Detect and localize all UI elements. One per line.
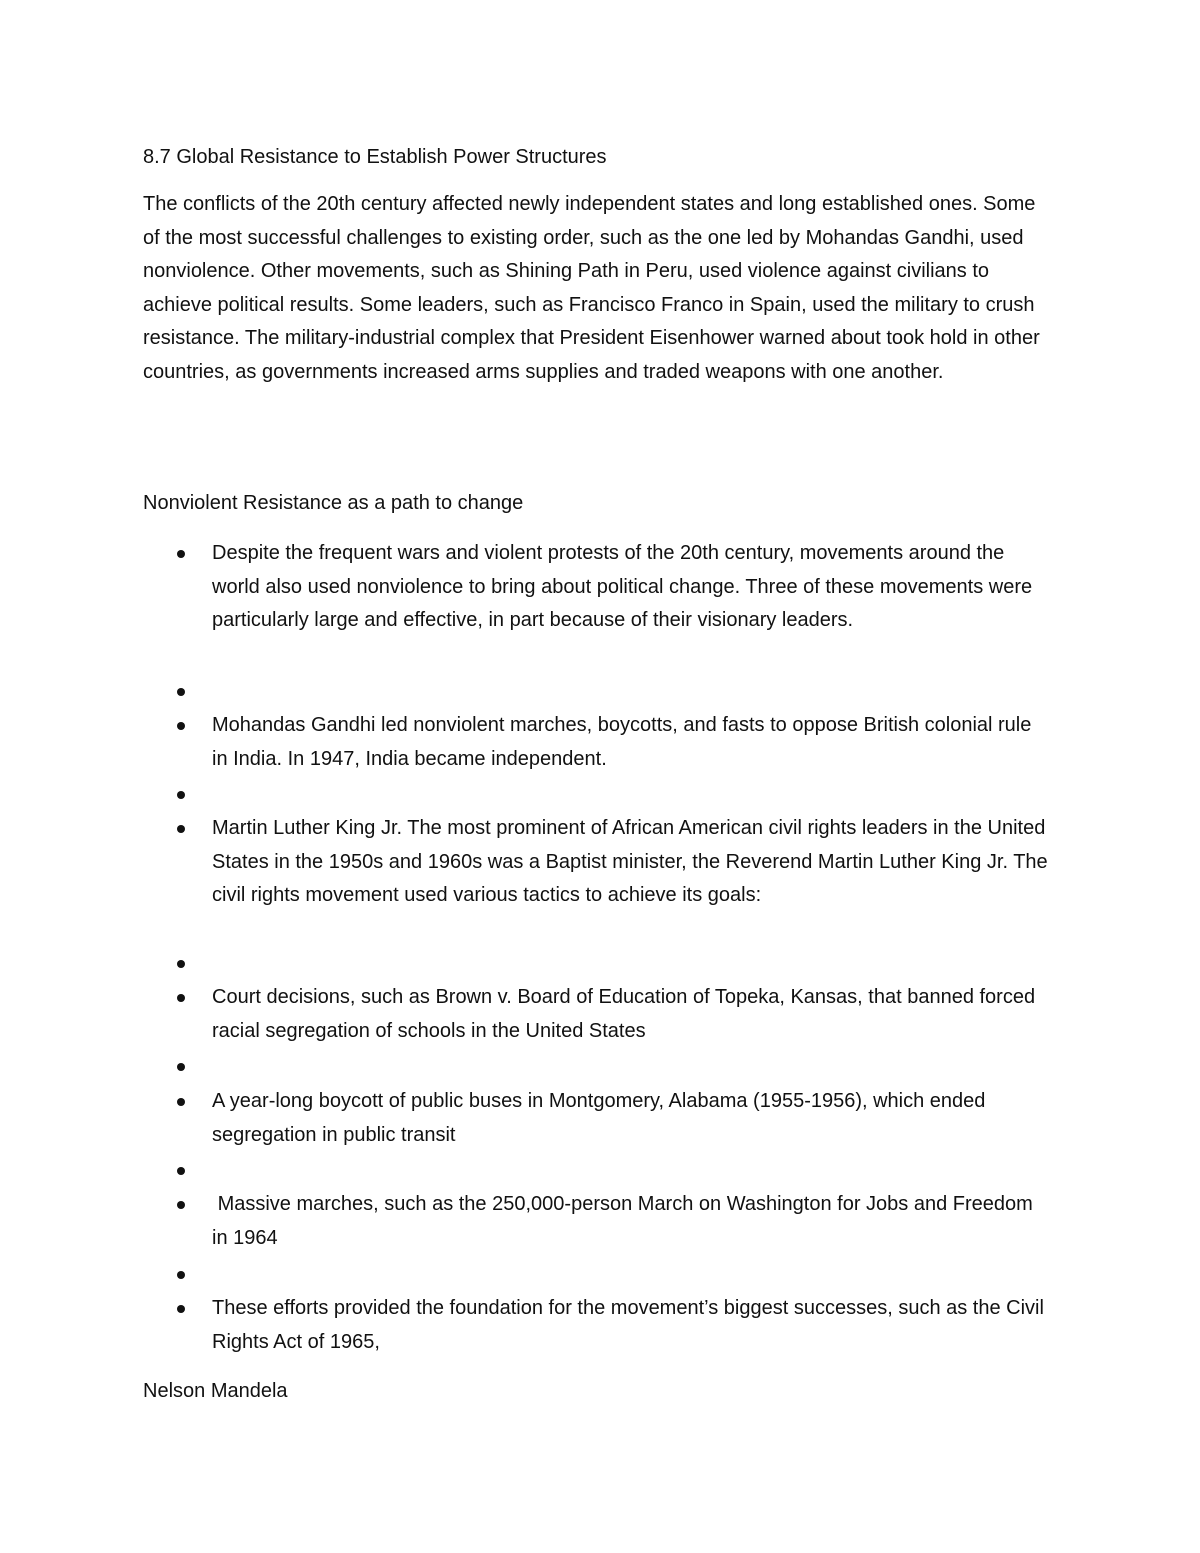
closing-heading: Nelson Mandela	[143, 1380, 288, 1402]
list-item-text	[212, 1154, 1052, 1188]
list-item-text	[212, 778, 1052, 812]
list-item-text	[212, 1050, 1052, 1084]
list-item	[172, 1292, 1052, 1359]
list-item	[172, 537, 1052, 638]
bullet-icon	[177, 994, 185, 1002]
bullet-icon	[177, 825, 185, 833]
list-item-text: Massive marches, such as the 250,000-person March on Washington for Jobs and Freedom in 1964	[212, 1193, 1039, 1249]
bullet-icon	[177, 1271, 185, 1279]
section-heading: 8.7 Global Resistance to Establish Power Structures	[143, 146, 607, 168]
bullet-icon	[177, 960, 185, 968]
bullet-icon	[177, 688, 185, 696]
bullet-icon	[177, 1305, 185, 1313]
list-item	[172, 778, 1052, 812]
list-item	[172, 1154, 1052, 1188]
list-item-text: These efforts provided the foundation for the movement’s biggest successes, such as the Civil Rights Act of 1965,	[212, 1297, 1050, 1353]
list-item-text: Mohandas Gandhi led nonviolent marches, boycotts, and fasts to oppose British colonial rule in India. In 1947, India became independent.	[212, 714, 1037, 770]
intro-paragraph: The conflicts of the 20th century affected newly independent states and long established ones. Some of the most successful challenges to existing order, such as the one led by Mohandas Gandhi, used nonviolence. Other movements, such as Shining Path in Peru, used violence against civilians to achieve political results. Some leaders, such as Francisco Franco in Spain, used the military to crush resistance. The military-industrial complex that President Eisenhower warned about took hold in other countries, as governments increased arms supplies and traded weapons with one another.	[143, 193, 1040, 383]
list-item-text	[212, 675, 1052, 709]
bullet-icon	[177, 1167, 185, 1175]
bullet-icon	[177, 1098, 185, 1106]
subheading: Nonviolent Resistance as a path to change	[143, 492, 524, 514]
list-item	[172, 1258, 1052, 1292]
list-item	[172, 812, 1052, 913]
bullet-icon	[177, 722, 185, 730]
list-item-text	[212, 1258, 1052, 1292]
list-item	[172, 1050, 1052, 1084]
list-item-text: A year-long boycott of public buses in Montgomery, Alabama (1955-1956), which ended segregation in public transit	[212, 1090, 991, 1146]
list-item	[172, 1188, 1052, 1255]
list-item	[172, 1085, 1052, 1152]
list-item-text: Martin Luther King Jr. The most prominent of African American civil rights leaders in the United States in the 1950s and 1960s was a Baptist minister, the Reverend Martin Luther King Jr. The civil rights movement used various tactics to achieve its goals:	[212, 817, 1054, 907]
list-item-text	[212, 947, 1052, 981]
list-item	[172, 981, 1052, 1048]
bullet-icon	[177, 791, 185, 799]
list-item	[172, 709, 1052, 776]
list-item-text: Despite the frequent wars and violent protests of the 20th century, movements around the world also used nonviolence to bring about political change. Three of these movements were particularly large and effective, in part because of their visionary leaders.	[212, 542, 1038, 632]
bullet-icon	[177, 550, 185, 558]
list-item	[172, 947, 1052, 981]
list-item	[172, 675, 1052, 709]
bullet-icon	[177, 1201, 185, 1209]
list-item-text: Court decisions, such as Brown v. Board of Education of Topeka, Kansas, that banned forced racial segregation of schools in the United States	[212, 986, 1041, 1042]
bullet-icon	[177, 1063, 185, 1071]
